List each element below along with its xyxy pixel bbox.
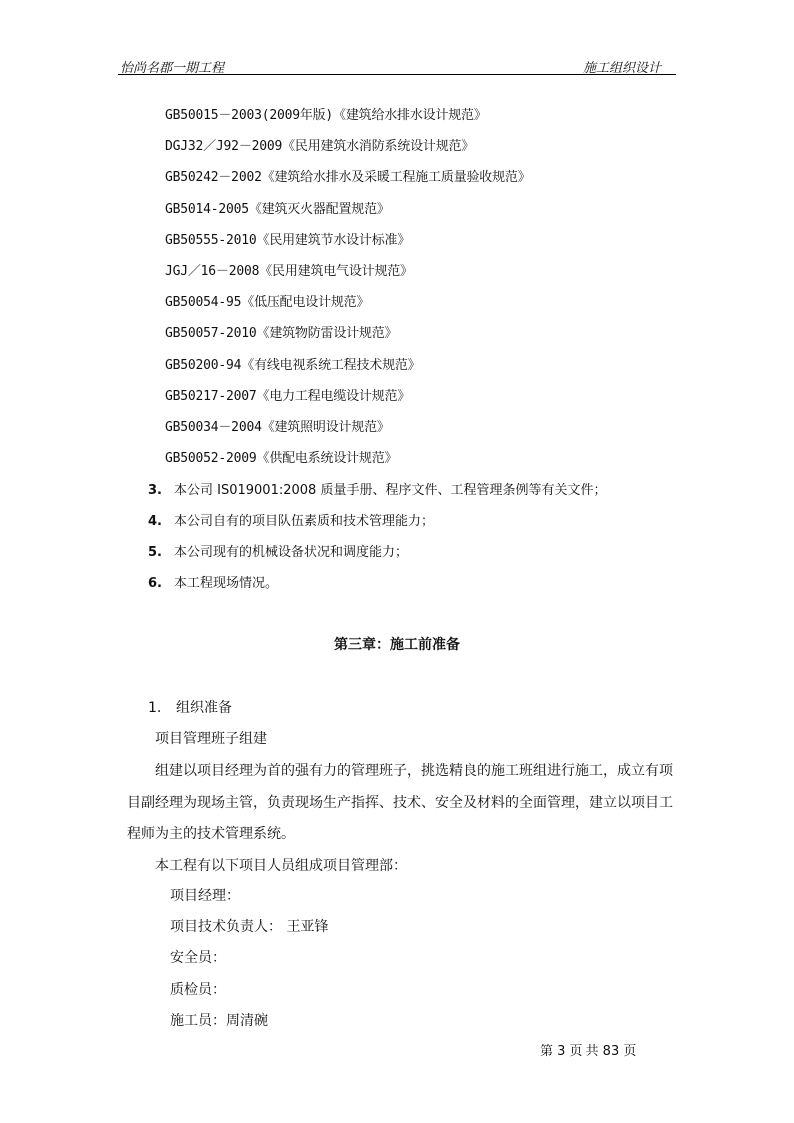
standard-item: GB50052-2009《供配电系统设计规范》 [165, 451, 398, 466]
standard-item: GB50555-2010《民用建筑节水设计标准》 [165, 233, 411, 248]
paragraph-line: 组建以项目经理为首的强有力的管理班子，挑选精良的施工班组进行施工，成立有项 [155, 763, 673, 779]
paragraph-line: 目副经理为现场主管，负责现场生产指挥、技术、安全及材料的全面管理，建立以项目工 [127, 795, 673, 811]
list-item [148, 541, 408, 560]
staff-item: 施工员：周清碗 [170, 1013, 268, 1029]
list-item-number: 6. [148, 576, 162, 591]
standard-item: GB50034－2004《建筑照明设计规范》 [165, 420, 390, 435]
standard-item: GB50057-2010《建筑物防雷设计规范》 [165, 326, 398, 341]
list-item [148, 479, 606, 498]
page-number: 第 3 页 [540, 1044, 583, 1059]
standard-item: GB50015－2003(2009年版)《建筑给水排水设计规范》 [165, 108, 487, 123]
page-total: 共 83 页 [585, 1044, 637, 1059]
header-rule [118, 74, 676, 75]
list-item-text: 本公司自有的项目队伍素质和技术管理能力； [174, 514, 435, 529]
standard-item: GB50242－2002《建筑给水排水及采暖工程施工质量验收规范》 [165, 170, 531, 185]
list-item-number: 5. [148, 545, 162, 560]
staff-item: 质检员： [170, 982, 226, 998]
section-number: 1. [148, 700, 162, 716]
list-item-text: 本公司现有的机械设备状况和调度能力； [174, 545, 409, 560]
section-heading [148, 697, 232, 717]
page-footer [540, 1040, 639, 1059]
list-item [148, 510, 434, 529]
list-item-text: 本工程现场情况。 [174, 576, 279, 591]
staff-item: 项目经理： [170, 888, 240, 904]
list-item-text: 本公司 IS019001:2008 质量手册、程序文件、工程管理条例等有关文件； [174, 483, 607, 498]
staff-item: 项目技术负责人： 王亚锋 [170, 919, 329, 935]
paragraph-line: 程师为主的技术管理系统。 [127, 826, 295, 842]
section-title: 组织准备 [176, 700, 232, 716]
list-item [148, 572, 278, 591]
standard-item: GB50217-2007《电力工程电缆设计规范》 [165, 389, 411, 404]
staff-item: 安全员： [170, 950, 226, 966]
standard-item: DGJ32／J92－2009《民用建筑水消防系统设计规范》 [165, 139, 475, 154]
subsection-title: 项目管理班子组建 [155, 731, 267, 747]
standard-item: GB50054-95《低压配电设计规范》 [165, 295, 370, 310]
standard-item: JGJ／16－2008《民用建筑电气设计规范》 [165, 264, 413, 279]
page-header-left: 怡尚名郡一期工程 [120, 61, 225, 76]
standard-item: GB50200-94《有线电视系统工程技术规范》 [165, 358, 421, 373]
page-header-right: 施工组织设计 [583, 61, 662, 76]
list-item-number: 3. [148, 483, 162, 498]
chapter-title: 第三章：施工前准备 [334, 637, 460, 653]
standard-item: GB5014-2005《建筑灭火器配置规范》 [165, 202, 390, 217]
staff-intro: 本工程有以下项目人员组成项目管理部： [155, 858, 407, 874]
list-item-number: 4. [148, 514, 162, 529]
